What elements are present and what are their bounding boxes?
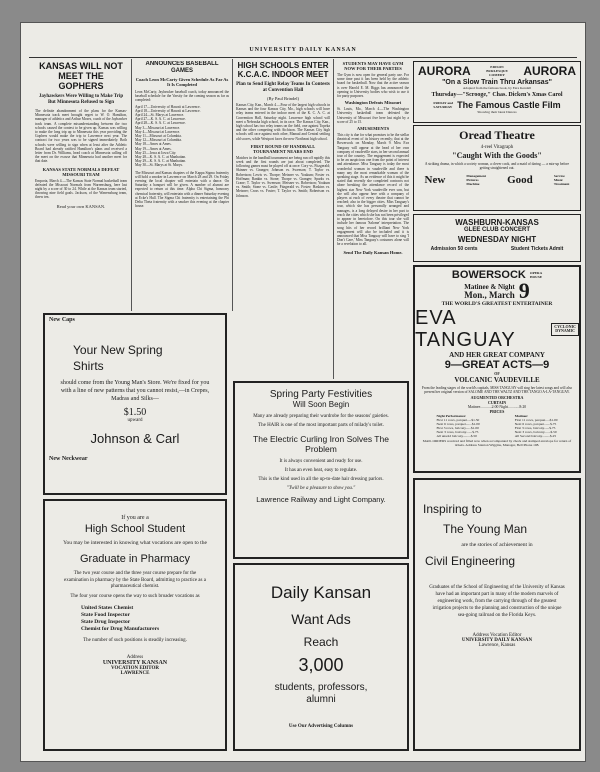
- bowersock-orchestra: AUGMENTED ORCHESTRA: [470, 395, 524, 401]
- oread-mgmt-top: Management: [466, 174, 487, 179]
- glee-sub: GLEE CLUB CONCERT: [464, 227, 530, 233]
- bowersock-date: Mon., March: [464, 290, 515, 300]
- aurora-title-right: AURORA: [523, 64, 576, 78]
- pharmacy-item: United States Chemist: [81, 605, 134, 611]
- bowersock-dates: [464, 283, 515, 299]
- shirts-bottom: New Neckwear: [49, 456, 88, 462]
- column-gym-amusements: [337, 61, 409, 379]
- oread-good: Good: [507, 174, 533, 187]
- want-ads-reach: Reach: [303, 635, 339, 649]
- shirts-body: should come from the Young Man's Store. We're fixed for you with a line of new patterns that you cannot resist,—in Crepes, Madras and Silks—: [60, 380, 210, 402]
- bowersock-curtain: CURTAIN: [487, 400, 507, 406]
- bowersock-night-prices: [436, 414, 479, 438]
- schedule-item: April 24—St. Marys at Lawrence.: [135, 113, 185, 118]
- schedule-item: April 28—K. S. A. C. at Lawrence.: [135, 121, 186, 126]
- price-row: Next 3 rows, balcony.......$.75: [436, 430, 479, 435]
- pharmacy-ad: [43, 499, 227, 751]
- column-baseball-games: [135, 61, 229, 311]
- price-row: Next 6 rows, parquet.......$1.00: [436, 422, 480, 427]
- schedule-item: May 19—Ames at Ames.: [135, 146, 172, 151]
- aurora-middle-mid: BURLESQUE: [486, 69, 508, 73]
- article-gym: The Gym is now open for general party use. For some time past it has been held by the athletic board for basketball. Now that the active season is over Harold E. M. Riggs has announced the opening to University bodies who wish to use it for party purposes.: [337, 73, 409, 99]
- oread-new: New: [424, 174, 446, 187]
- bowersock-ad: [413, 265, 581, 473]
- festivities-p5: This is the kind used in all the up-to-date hair dressing parlors.: [258, 477, 384, 482]
- pharmacy-item: Chemist for Drug Manufacturers: [81, 626, 160, 632]
- glee-footer: [414, 246, 580, 252]
- price-row: All unsold balcony.........$.50: [436, 434, 477, 439]
- aurora-middle-bot: COMEDY: [489, 73, 505, 77]
- glee-day: WEDNESDAY NIGHT: [457, 235, 537, 244]
- shirts-price: $1.50: [123, 407, 147, 418]
- bowersock-tagline: THE WORLD'S GREATEST ENTERTAINER: [441, 301, 553, 307]
- schedule-item: May 30—St. Marys at St. Marys.: [135, 163, 183, 168]
- pharmacy-p3: The number of such positions is steadily increasing.: [83, 638, 187, 643]
- civil-addr1: UNIVERSITY DAILY KANSAN: [461, 638, 533, 643]
- oread-service: [554, 174, 570, 186]
- subhead-amusements: AMUSEMENTS: [356, 126, 390, 132]
- bowersock-prices: [415, 414, 579, 438]
- matinee-label: Matinee:: [514, 414, 529, 419]
- price-row: First 3 rows, balcony......$1.00: [436, 426, 479, 431]
- festivities-p4: It has an even heat, easy to regulate.: [284, 468, 358, 473]
- schedule-item: May 28—K. S. A. C. at Manhattan.: [135, 155, 187, 160]
- bowersock-blurb: From the leading stages of the world's capitals, MISS TANGUAY will sing her latest songs and will also present her original version of SALOME AND THE WALTZ AND THE TANGO A-LA-TANGUAY.: [421, 386, 573, 395]
- glee-admission: Admission 50 cents: [430, 246, 478, 252]
- subhead-washington: Washington Defeats Missouri: [344, 100, 402, 106]
- schedule-item: April 18—University of Hawaii at Lawrence.: [135, 108, 201, 113]
- aurora-feature: "On a Slow Train Thru Arkansas": [442, 79, 552, 86]
- masthead-rule: [29, 57, 577, 58]
- glee-club-ad: [413, 214, 581, 262]
- bowersock-prices-label: PRICES: [489, 409, 505, 415]
- oread-serv-bot: Treatment: [553, 182, 570, 187]
- pharmacy-addr3: LAWRENCE: [120, 670, 150, 676]
- festivities-p2: The HAIR is one of the most important parts of milady's toilet.: [258, 423, 384, 428]
- schedule-item: April 27—K. S. A. C. at Lawrence.: [135, 117, 186, 122]
- glee-title: WASHBURN-KANSAS: [455, 218, 539, 227]
- send-kansan-note: Send The Daily Kansan Home.: [343, 249, 403, 255]
- shirts-line2: Shirts: [73, 359, 104, 373]
- schedule-item: May 18—Ames at Ames.: [135, 142, 172, 147]
- bowersock-matinee-prices: [515, 414, 558, 438]
- byline: (By Paul Brindel): [267, 96, 299, 101]
- pharmacy-l3: You may be interested in knowing what vocations are open to the: [63, 540, 207, 546]
- oread-blurb: A striking drama, in which a society woman, a clever cook, and a maid of daring — a mix-up before getting straightened out.: [424, 162, 570, 171]
- aurora-middle: [486, 65, 508, 77]
- want-ads-title: Daily Kansan: [270, 583, 372, 602]
- bowersock-star-row: [415, 307, 579, 351]
- column-divider: [232, 59, 233, 311]
- headline-kansas-gophers: KANSAS WILL NOT MEET THE GOPHERS: [39, 61, 123, 91]
- subhead-baseball: Coach Leon McCarty Given Schedule As Far As It Is Completed: [135, 77, 229, 87]
- headline-high-schools: HIGH SCHOOLS ENTER K.C.A.C. INDOOR MEET: [237, 61, 329, 79]
- schedule-item: May 12—Missouri at Columbia.: [135, 138, 182, 143]
- oread-mgmt: [466, 174, 486, 186]
- read-kansan-note: Read your own KANSAN.: [56, 203, 106, 209]
- article-fraternities: The Missouri and Kansas chapters of the Kappa Sigma fraternity will hold a smoker in Lawrence on March 28 and 29. On Friday evening the local chapter will entertain with a dance. On Saturday a banquet will be given. A number of alumni are expected to return at this time. Alpha Chi Sigma, honorary chemical fraternity, will entertain with a dinner Saturday evening at Ecke's Hall. The Sigma Chi fraternity is entertaining the Phi Delta Theta fraternity with a smoker this evening at the chapter house.: [135, 170, 229, 209]
- bowersock-date-num: 9: [518, 278, 530, 303]
- oread-mgmt-mid: Pictures: [466, 178, 479, 183]
- headline-baseball: ANNOUNCES BASEBALL GAMES: [145, 61, 219, 74]
- subhead-handball: FIRST ROUND OF HANDBALL TOURNAMENT NEARS END: [250, 143, 316, 154]
- pharmacy-l2: High School Student: [84, 523, 186, 535]
- aurora-castle-sub: Showing their latest Dances: [477, 110, 517, 114]
- pharmacy-items: [81, 605, 225, 633]
- bowersock-vaudeville: VOLCANIC VAUDEVILLE: [454, 376, 540, 384]
- shirts-upward: upward: [127, 418, 143, 423]
- price-row: Next 6 rows, parquet.......$.75: [514, 422, 557, 427]
- column-divider: [333, 59, 334, 379]
- bowersock-date-row: [415, 278, 579, 303]
- civil-body: Graduates of the School of Engineering of the University of Kansas have had an important part in many of the modern marvels of engineering work, from the carrying through of the greatest irrigation projects to the planning and construction of the unique sea-going railroad on the Florida Keys.: [429, 585, 565, 618]
- bowersock-matinee: Matinee & Night: [464, 283, 515, 291]
- bowersock-opera: OPERA: [529, 271, 543, 275]
- newspaper-page: [20, 22, 586, 762]
- aurora-castle-row: [414, 100, 580, 110]
- bowersock-acts: 9—GREAT ACTS—9: [444, 359, 550, 371]
- oread-serv-mid: Music: [553, 178, 563, 183]
- bowersock-company: AND HER GREAT COMPANY: [449, 351, 545, 359]
- schedule-item: May 3—Missouri at Lawrence.: [135, 125, 181, 130]
- schedule-item: May 11—Missouri at Columbia.: [135, 134, 182, 139]
- schedule-item: April 17—University of Hawaii at Lawrence.: [135, 104, 201, 109]
- column-high-schools: [236, 61, 330, 377]
- want-ads-sub: Want Ads: [291, 611, 351, 627]
- festivities-company: Lawrence Railway and Light Company.: [256, 495, 386, 504]
- bowersock-mail-orders: MAIL ORDERS received and filled now when accompanied by check and stamped envelope for return of tickets. Address Stanton Wiggins, Manager, Bell Phone 108.: [422, 439, 572, 448]
- bowersock-of: OF: [494, 371, 500, 376]
- night-label: Night Performance:: [436, 414, 467, 419]
- oread-serv-top: Service: [553, 174, 565, 179]
- masthead: UNIVERSITY DAILY KANSAN: [249, 47, 357, 53]
- article-kansas-normals: Emporia, March 4.—The Kansas State Normal basketball team defeated the Missouri Normals from Warrensburg, here last night by a score of 30 to 24. While at the Kansas team started, throwing nine field goals. Jackson, of the Warrensburg team, threw ten.: [35, 178, 127, 200]
- oread-title: Oread Theatre: [459, 128, 535, 142]
- article-washington: St. Louis, Mo., March 4.—The Washington University basketball team defeated the University of Missouri five here last night by a score of 25 to 15.: [337, 107, 409, 124]
- baseball-schedule: [135, 105, 229, 168]
- glee-tickets: Student Tickets Admit: [510, 246, 564, 252]
- schedule-item: May 29—K. S. A. C. at Manhattan.: [135, 159, 187, 164]
- oread-ad: [413, 125, 581, 211]
- civil-l4: Civil Engineering: [425, 554, 516, 568]
- civil-addr0: Address Vocation Editor: [472, 633, 522, 638]
- pharmacy-p2: The four year course opens the way to such broader vocations as: [70, 593, 200, 599]
- price-row: First 11 rows, parquet.....$1.00: [514, 418, 558, 423]
- bowersock-curtain-times: Matinee............2:00 Night............8:20: [467, 405, 527, 410]
- shirts-top: New Caps: [49, 317, 75, 323]
- festivities-ad: [233, 381, 409, 559]
- want-ads-ad: [233, 563, 409, 751]
- bowersock-opera-house: [530, 271, 542, 279]
- subhead-high-schools: Plan to Send Eight Relay Teams In Contests at Convention Hall: [236, 82, 330, 93]
- bowersock-cyclonic: CYCLONIC: [554, 323, 576, 329]
- article-handball: Matches in the handball tournament are being run off rapidly this week and the first rounds are just about completed. The following games must be played off at once: Cory vs. Fitzgerald; Skinner vs. Granger; Johnson vs. Swenson; T. Taylor vs. Robertson; Lewis vs. Thorpe; Meisner vs. Yoakum; Foster vs. Hoffman; Rankin vs. Stone; Thorpe vs. Granger; Sparks vs. Crane; T. Taylor vs. Swenson; Meisner vs. Robertson; Yoakum vs. Smith; Stone vs. Castle; Fitzgerald vs. Foster; Haskins vs. Meisner; Cross vs. Foster; T. Taylor vs. Smith; Robertson vs. Johnson.: [236, 155, 330, 198]
- civil-addr2: Lawrence, Kansas: [478, 643, 516, 648]
- aurora-middle-top: EDISON: [490, 65, 504, 69]
- column-divider: [131, 59, 132, 311]
- aurora-day-b: SATURDAY: [433, 105, 453, 109]
- article-high-schools: Kansas City, Kan., March 4.—Four of the largest high schools in Kansas and the four Kansas City, Mo., high schools will have relay teams entered in the indoor meet of the K. C. A. C. at Convention Hall, Saturday night. Lawrence high school will meet a Nebraska high school, in its race. The Kansas City, Kan., high school has two relay teams on the field, one against Topeka and the other competing with Atchison. The Kansas City high schools will race against each other, Manual and Central settling old scores, while Westport faces the new Northeast high school.: [236, 103, 330, 141]
- bowersock-house: HOUSE: [529, 275, 543, 279]
- shirts-store: Johnson & Carl: [90, 431, 180, 446]
- festivities-feature: The Electric Curling Iron Solves The Problem: [253, 434, 389, 454]
- spring-shirts-ad: [43, 313, 227, 495]
- oread-sub: 4-reel Vitagraph: [480, 145, 514, 150]
- shirts-line1: Your New Spring: [73, 343, 163, 357]
- aurora-scrooge: Thursday—"Scrooge," Chas. Dicken's Xmas Carol: [431, 92, 563, 98]
- price-row: All Second balcony.........$.25: [514, 434, 557, 439]
- aurora-header: [414, 62, 580, 78]
- festivities-quote: "Twill be a pleasure to show you.": [286, 486, 356, 491]
- aurora-feature-sub: Adapted from the famous book, by Ezra Kendall: [462, 86, 532, 90]
- bowersock-cyclonic-box: [551, 323, 579, 336]
- want-ads-audience: students, professors, alumni: [274, 682, 368, 705]
- headline-gym: STUDENTS MAY HAVE GYM NOW FOR THEIR PARTIES: [342, 61, 404, 71]
- festivities-p1: Many are already preparing their wardrobe for the seasons' gaieties.: [253, 414, 389, 419]
- festivities-sub: Will Soon Begin: [292, 400, 350, 409]
- price-row: First 11 rows, parquet.....$1.50: [436, 418, 480, 423]
- price-row: Next 3 rows, balcony.......$.50: [514, 430, 557, 435]
- article-amusements: This city is due for what promises to be the stellar theatrical event of its history recently; that at the Bowersock on Monday, March 9. Miss Eva Tanguay will appear at the head of her own company of vaudeville stars, in her second annual tour of the country. The engagement is expected to be an auspicious one from the point of interest and attendance. Miss Tanguay is today the most wonderful woman in vaudeville and there is many any the most remarkable woman of the speaking stage. As an evidence of this it might be stated that recently she completed contracts not alone breaking the attendance record of the highest star New York vaudeville ever saw, but she will also appear here with a company of players at each of every theatre that cannot be reached; also in the bigger cities. Miss Tanguay's tour, which she has personally arranged and manages, is a long delayed desire in her part to reach the cities which she has not been privileged to appear in heretofore. On this tour she will include her famous 'Salome' interpretation. The song hits of her record brilliant New York engagement will also be included and it is announced that Miss Tanguay will have to sing 'I Don't Care,' Miss Tanguay's costumes alone will be a revelation to all.: [337, 133, 409, 247]
- pharmacy-item: State Drug Inspector: [81, 619, 131, 625]
- pharmacy-l4: Graduate in Pharmacy: [79, 553, 191, 565]
- civil-engineering-ad: [413, 478, 581, 751]
- festivities-title: Spring Party Festivities: [269, 389, 373, 400]
- article-baseball: Leon McCarty, Jayhawker baseball coach, today announced the baseball schedule for the Varsity for the coming season as far as completed:: [135, 90, 229, 103]
- pharmacy-address: Address: [126, 654, 144, 660]
- pharmacy-addr1: UNIVERSITY KANSAN: [102, 659, 168, 666]
- bowersock-name: BOWERSOCK: [451, 269, 526, 281]
- festivities-p3: It is always convenient and ready for use.: [279, 459, 363, 464]
- aurora-title-left: AURORA: [418, 64, 471, 78]
- civil-l2: The Young Man: [443, 522, 528, 536]
- subhead-kansas-gophers: Jayhawkers Were Willing to Make Trip But Minnesota Refused to Sign: [38, 94, 124, 105]
- aurora-day-a: FRIDAY and: [433, 101, 454, 105]
- schedule-item: May 25—Iowa at Iowa City.: [135, 150, 177, 155]
- aurora-days: [433, 101, 453, 109]
- oread-footer: [414, 174, 580, 186]
- schedule-item: May 4—Missouri at Lawrence.: [135, 129, 181, 134]
- column-kansas-gophers: [35, 61, 127, 311]
- want-ads-number: 3,000: [298, 655, 344, 675]
- price-row: First 3 rows, balcony......$.75: [514, 426, 556, 431]
- civil-l3: are the stories of achievement in: [461, 542, 533, 548]
- bowersock-dynamic: DYNAMIC: [555, 328, 575, 333]
- want-ads-footer: Use Our Advertising Columns: [288, 724, 354, 729]
- oread-mgmt-bot: Machine: [466, 182, 480, 187]
- pharmacy-addr2: VOCATION EDITOR: [111, 665, 159, 671]
- aurora-castle: The Famous Castle Film: [457, 100, 561, 110]
- bowersock-header: [415, 269, 579, 281]
- oread-feature: "Caught With the Goods": [452, 151, 542, 160]
- aurora-ad: [413, 61, 581, 123]
- pharmacy-item: State Food Inspector: [81, 612, 130, 618]
- pharmacy-p1: The two year course and the three year course prepare for the examination in pharmacy by the State Board, admitting to practice as a pharmaceutical chemist.: [64, 571, 206, 589]
- subhead-kansas-normals: KANSAS STATE NORMALS DEFEAT MISSOURI TEAM: [42, 166, 120, 177]
- pharmacy-l1: If you are a: [121, 515, 149, 521]
- article-kansas-gophers: The definite abandonment of the plans for the Kansas-Minnesota track meet brought regret to W. O. Hamilton, manager of athletics and Arthur Moses, coach of the Jayhawker track team. A complete misunderstanding between the two schools caused the contest to be given up. Kansas was willing to make the long trip up to Minnesota this year providing the Gophers would make the trip to Lawrence next year. The contract for two years was to be signed immediately. Both schools were willing to sign when at least after the Athletic Board had already ratified Hamilton's plans and received a letter from Dr. Williams, head coach at Minnesota calling off the meet on the excuse that Minnesota had another meet for that date.: [35, 109, 127, 164]
- bowersock-star: EVA TANGUAY: [415, 307, 516, 351]
- civil-l1: Inspiring to: [423, 502, 482, 516]
